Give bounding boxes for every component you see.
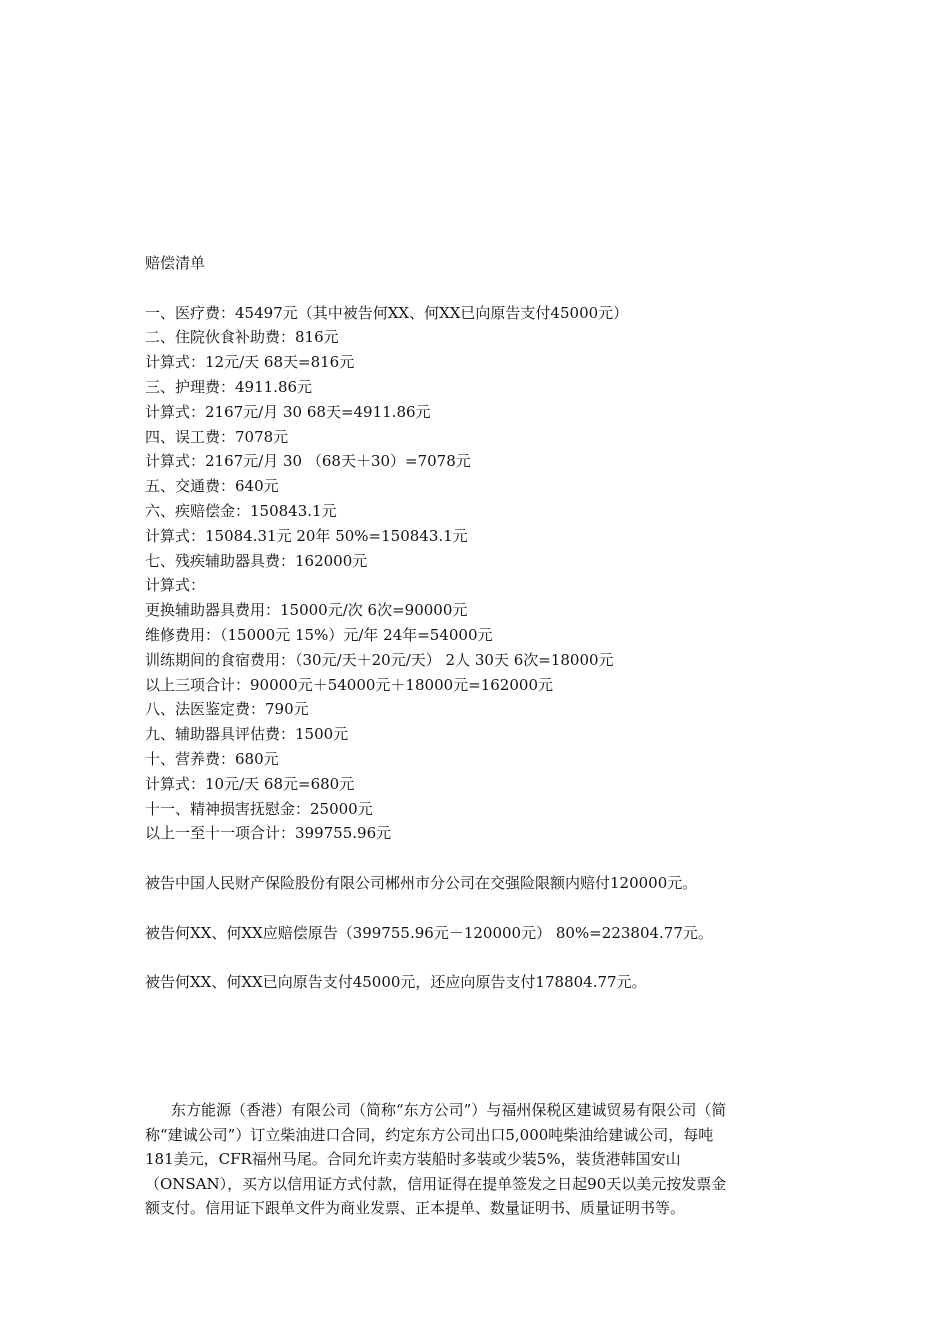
insurer-payment-paragraph: 被告中国人民财产保险股份有限公司郴州市分公司在交强险限额内赔付120000元。 [145,873,698,892]
defendant-liability-paragraph: 被告何XX、何XX应赔偿原告（399755.96元－120000元） 80%=223804.77元。 [145,923,713,942]
list-item: 一、医疗费：45497元（其中被告何XX、何XX已向原告支付45000元） [145,303,629,322]
list-item: 四、误工费：7078元 [145,427,289,446]
case-description [145,1098,805,1221]
list-item: 五、交通费：640元 [145,477,279,496]
case-line: 额支付。信用证下跟单文件为商业发票、正本提单、数量证明书、质量证明书等。 [145,1199,686,1218]
case-line: 181美元，CFR福州马尾。合同允许卖方装船时多装或少装5%，装货港韩国安山 [145,1150,681,1169]
list-item: 以上一至十一项合计：399755.96元 [145,824,392,843]
list-item: 计算式：2167元/月 30 （68天＋30）=7078元 [145,452,471,471]
list-item: 八、法医鉴定费：790元 [145,700,309,719]
list-item: 以上三项合计：90000元＋54000元＋18000元=162000元 [145,675,553,694]
case-line: （ONSAN），买方以信用证方式付款，信用证得在提单签发之日起90天以美元按发票金 [145,1174,727,1193]
list-item: 九、辅助器具评估费：1500元 [145,725,349,744]
list-item: 六、疾赔偿金：150843.1元 [145,501,337,520]
list-item: 计算式：15084.31元 20年 50%=150843.1元 [145,526,468,545]
list-item: 维修费用：（15000元 15%）元/年 24年=54000元 [145,625,493,644]
list-item: 计算式：12元/天 68天=816元 [145,353,355,372]
list-item: 七、残疾辅助器具费：162000元 [145,551,368,570]
list-item: 三、护理费：4911.86元 [145,377,313,396]
spacer [145,846,805,871]
spacer [145,276,805,301]
list-item: 十一、精神损害抚慰金：25000元 [145,799,373,818]
spacer [145,896,805,921]
list-item: 计算式： [145,576,206,595]
compensation-list [145,251,805,995]
case-line: 称“建诚公司”）订立柴油进口合同，约定东方公司出口5,000吨柴油给建诚公司，每吨 [145,1125,714,1144]
remaining-payment-paragraph: 被告何XX、何XX已向原告支付45000元，还应向原告支付178804.77元。 [145,973,647,992]
list-item: 十、营养费：680元 [145,749,279,768]
spacer [145,945,805,970]
list-item: 二、住院伙食补助费：816元 [145,328,339,347]
list-item: 计算式：10元/天 68元=680元 [145,774,355,793]
list-item: 训练期间的食宿费用：（30元/天＋20元/天） 2人 30天 6次=18000元 [145,650,614,669]
list-item: 更换辅助器具费用：15000元/次 6次=90000元 [145,601,468,620]
case-line: 东方能源（香港）有限公司（简称“东方公司”）与福州保税区建诚贸易有限公司（简 [171,1101,727,1119]
list-item: 计算式：2167元/月 30 68天=4911.86元 [145,402,431,421]
document-title: 赔偿清单 [145,254,206,272]
